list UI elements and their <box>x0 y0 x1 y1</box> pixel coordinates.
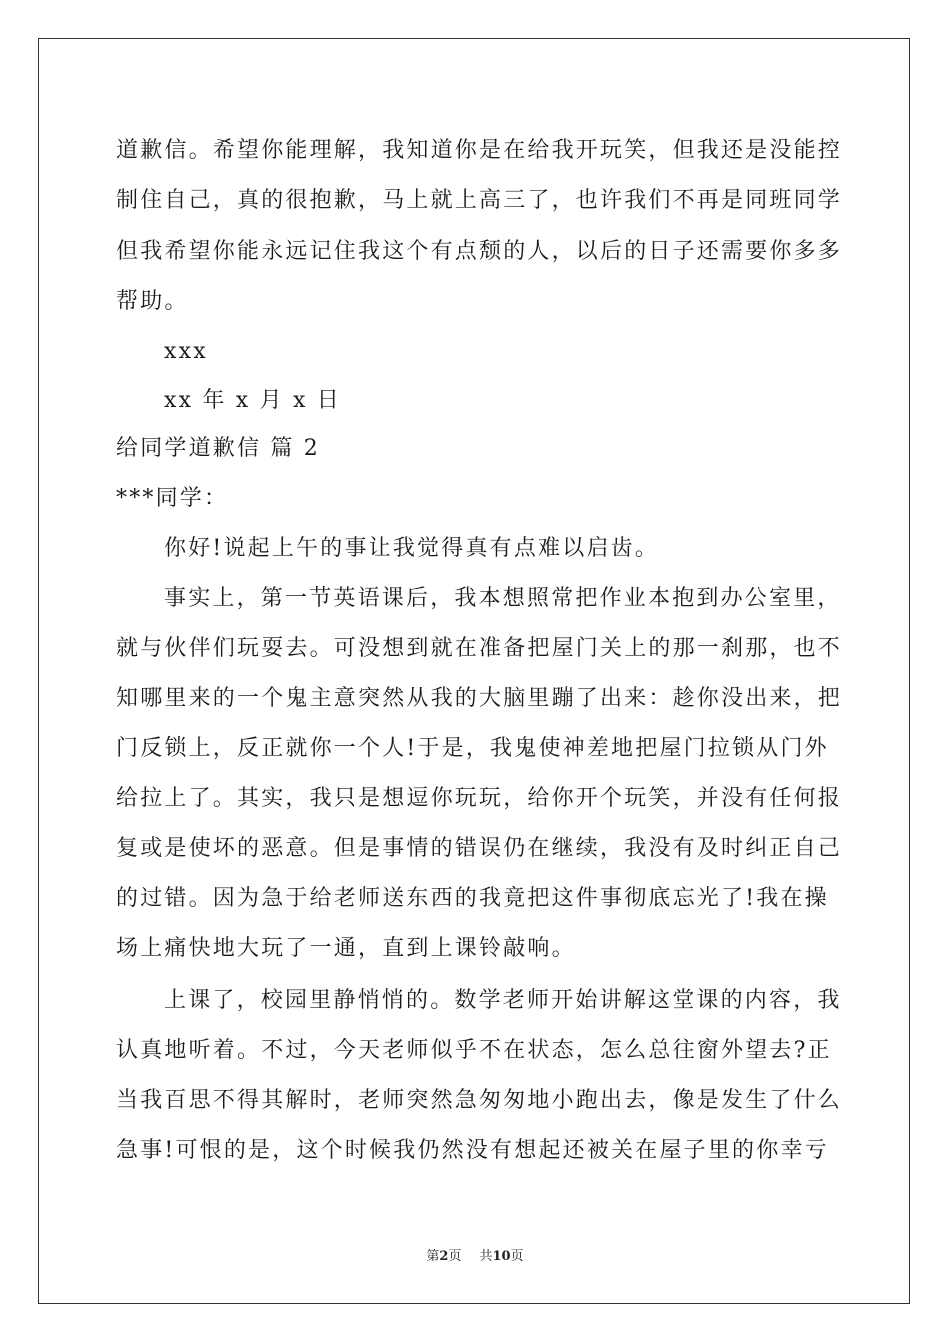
text-line: 但我希望你能永远记住我这个有点颓的人，以后的日子还需要你多多 <box>116 239 843 264</box>
page-total: 10 <box>492 1249 511 1264</box>
page-footer <box>0 1248 950 1266</box>
text-line: 给拉上了。其实，我只是想逗你玩玩，给你开个玩笑，并没有任何报 <box>116 786 843 811</box>
total-suffix: 页 <box>510 1249 524 1264</box>
salutation: ***同学： <box>116 486 229 511</box>
text-line: 制住自己，真的很抱歉，马上就上高三了，也许我们不再是同班同学 <box>116 188 843 213</box>
page-current: 2 <box>439 1249 449 1264</box>
signature-date: xx 年 x 月 x 日 <box>164 388 341 413</box>
total-prefix: 共 <box>479 1249 493 1264</box>
page-suffix: 页 <box>448 1249 462 1264</box>
text-line: 上课了，校园里静悄悄的。数学老师开始讲解这堂课的内容，我 <box>164 988 842 1013</box>
text-line: 你好!说起上午的事让我觉得真有点难以启齿。 <box>164 536 660 561</box>
text-line: 帮助。 <box>116 289 189 314</box>
text-line: 门反锁上，反正就你一个人!于是，我鬼使神差地把屋门拉锁从门外 <box>116 736 829 761</box>
text-line: 场上痛快地大玩了一通，直到上课铃敲响。 <box>116 936 576 961</box>
text-line: 道歉信。希望你能理解，我知道你是在给我开玩笑，但我还是没能控 <box>116 138 843 163</box>
page-prefix: 第 <box>426 1249 440 1264</box>
section-heading: 给同学道歉信 篇 2 <box>116 436 320 461</box>
text-line: 事实上，第一节英语课后，我本想照常把作业本抱到办公室里， <box>164 586 842 611</box>
text-line: 急事!可恨的是，这个时候我仍然没有想起还被关在屋子里的你幸亏 <box>116 1138 829 1163</box>
text-line: 认真地听着。不过，今天老师似乎不在状态，怎么总往窗外望去?正 <box>116 1038 832 1063</box>
text-line: 复或是使坏的恶意。但是事情的错误仍在继续，我没有及时纠正自己 <box>116 836 843 861</box>
text-line: 就与伙伴们玩耍去。可没想到就在准备把屋门关上的那一刹那，也不 <box>116 636 843 661</box>
text-line: 当我百思不得其解时，老师突然急匆匆地小跑出去，像是发生了什么 <box>116 1088 843 1113</box>
text-line: 知哪里来的一个鬼主意突然从我的大脑里蹦了出来：趁你没出来，把 <box>116 686 843 711</box>
text-line: 的过错。因为急于给老师送东西的我竟把这件事彻底忘光了!我在操 <box>116 886 829 911</box>
signature-name: xxx <box>164 339 208 364</box>
